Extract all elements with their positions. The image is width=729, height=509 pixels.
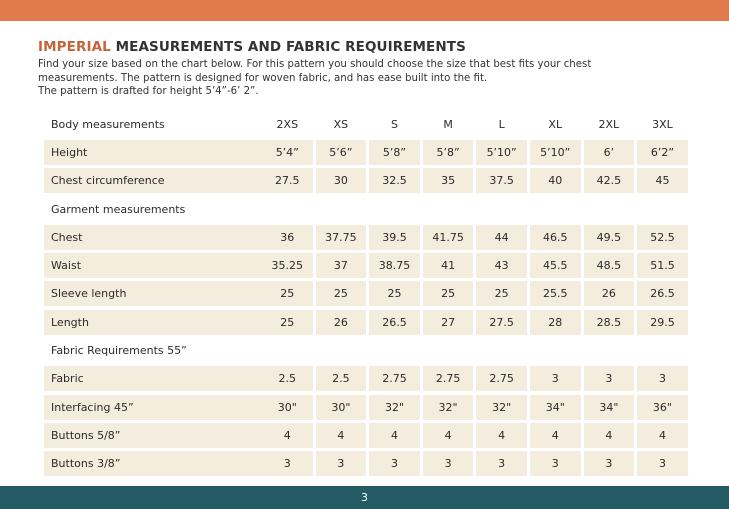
table-cell: 4 (584, 423, 635, 448)
table-cell: 25 (369, 281, 420, 306)
table-cell: 3 (584, 366, 635, 391)
table-cell: 37.75 (316, 225, 367, 250)
table-cell: 29.5 (637, 310, 688, 335)
table-cell: 30" (262, 395, 313, 420)
title-rest: MEASUREMENTS AND FABRIC REQUIREMENTS (110, 39, 466, 55)
title-accent: IMPERIAL (38, 39, 111, 55)
table-cell: 46.5 (530, 225, 581, 250)
intro-text (38, 58, 698, 99)
footer-bar (0, 486, 729, 509)
table-cell: 6’2” (637, 140, 688, 165)
intro-line-3: The pattern is drafted for height 5’4”-6’ 2”. (38, 86, 259, 98)
size-header: L (498, 117, 505, 131)
table-cell: 2.5 (316, 366, 367, 391)
size-header: 3XL (652, 117, 673, 131)
table-row (44, 251, 691, 279)
table-cell: 3 (530, 451, 581, 476)
table-cell: 2.75 (369, 366, 420, 391)
intro-line-1: Find your size based on the chart below. For this pattern you should choose the size that best fits your chest (38, 59, 592, 70)
table-cell: 2.75 (476, 366, 527, 391)
table-row (44, 365, 691, 393)
row-label: Buttons 3/8” (44, 451, 262, 476)
table-cell: 32.5 (369, 168, 420, 193)
section-header-row (44, 195, 691, 223)
table-cell: 26.5 (369, 310, 420, 335)
top-accent-bar (0, 0, 729, 21)
table-cell: 3 (530, 366, 581, 391)
table-cell: 27.5 (262, 168, 313, 193)
table-cell: 30" (316, 395, 367, 420)
row-label: Buttons 5/8” (44, 423, 262, 448)
table-cell: 35 (423, 168, 474, 193)
table-cell: 3 (369, 451, 420, 476)
row-label: Chest circumference (44, 168, 262, 193)
table-cell: 3 (476, 451, 527, 476)
table-cell: 48.5 (584, 253, 635, 278)
row-label: Length (44, 310, 262, 335)
table-cell: 25 (262, 281, 313, 306)
row-label: Fabric (44, 366, 262, 391)
table-cell: 2.5 (262, 366, 313, 391)
section-heading: Fabric Requirements 55” (51, 344, 187, 358)
table-cell: 5’8” (369, 140, 420, 165)
table-cell: 32" (476, 395, 527, 420)
table-cell: 3 (423, 451, 474, 476)
table-cell: 34" (584, 395, 635, 420)
row-label: Interfacing 45” (44, 395, 262, 420)
table-cell: 41.75 (423, 225, 474, 250)
table-cell: 49.5 (584, 225, 635, 250)
table-cell: 45.5 (530, 253, 581, 278)
table-cell: 3 (262, 451, 313, 476)
table-cell: 26.5 (637, 281, 688, 306)
table-cell: 25 (262, 310, 313, 335)
table-cell: 43 (476, 253, 527, 278)
intro-line-2: measurements. The pattern is designed for woven fabric, and has ease built into the fit. (38, 72, 488, 84)
table-cell: 36" (637, 395, 688, 420)
table-cell: 5’10” (476, 140, 527, 165)
table-cell: 25 (316, 281, 367, 306)
table-cell: 45 (637, 168, 688, 193)
table-cell: 3 (316, 451, 367, 476)
table-cell: 28.5 (584, 310, 635, 335)
table-row (44, 308, 691, 336)
table-cell: 35.25 (262, 253, 313, 278)
row-label: Chest (44, 225, 262, 250)
size-header: S (390, 117, 398, 131)
table-cell: 25.5 (530, 281, 581, 306)
table-cell: 4 (530, 423, 581, 448)
size-chart-table (44, 110, 691, 478)
table-cell: 44 (476, 225, 527, 250)
table-cell: 4 (423, 423, 474, 448)
table-cell: 37 (316, 253, 367, 278)
table-cell: 5’4” (262, 140, 313, 165)
row-label: Waist (44, 253, 262, 278)
table-cell: 5’8” (423, 140, 474, 165)
section-heading: Body measurements (51, 117, 165, 131)
table-cell: 34" (530, 395, 581, 420)
table-cell: 38.75 (369, 253, 420, 278)
table-cell: 25 (423, 281, 474, 306)
table-cell: 27.5 (476, 310, 527, 335)
table-cell: 52.5 (637, 225, 688, 250)
table-row (44, 167, 691, 195)
table-cell: 36 (262, 225, 313, 250)
table-cell: 27 (423, 310, 474, 335)
table-cell: 39.5 (369, 225, 420, 250)
table-cell: 4 (316, 423, 367, 448)
table-cell: 5’10” (530, 140, 581, 165)
table-cell: 26 (316, 310, 367, 335)
table-row (44, 138, 691, 166)
table-cell: 6’ (584, 140, 635, 165)
size-header: 2XL (598, 117, 620, 131)
page-title (38, 39, 466, 55)
table-cell: 3 (584, 451, 635, 476)
table-cell: 4 (262, 423, 313, 448)
table-cell: 26 (584, 281, 635, 306)
table-cell: 32" (369, 395, 420, 420)
table-cell: 4 (637, 423, 688, 448)
table-cell: 3 (637, 451, 688, 476)
table-row (44, 421, 691, 449)
table-cell: 51.5 (637, 253, 688, 278)
row-label: Height (44, 140, 262, 165)
table-row (44, 393, 691, 421)
table-cell: 32" (423, 395, 474, 420)
table-cell: 25 (476, 281, 527, 306)
section-header-row (44, 110, 691, 138)
table-row (44, 280, 691, 308)
table-cell: 4 (476, 423, 527, 448)
size-header: M (443, 117, 453, 131)
table-cell: 3 (637, 366, 688, 391)
size-header: XS (333, 117, 349, 131)
section-heading: Garment measurements (51, 202, 186, 216)
table-cell: 2.75 (423, 366, 474, 391)
table-cell: 4 (369, 423, 420, 448)
table-cell: 5’6” (316, 140, 367, 165)
table-cell: 37.5 (476, 168, 527, 193)
table-cell: 41 (423, 253, 474, 278)
size-header: XL (548, 117, 563, 131)
table-row (44, 223, 691, 251)
table-row (44, 450, 691, 478)
page-number: 3 (361, 491, 368, 504)
table-cell: 30 (316, 168, 367, 193)
size-header: 2XS (276, 117, 299, 131)
table-cell: 42.5 (584, 168, 635, 193)
section-header-row (44, 336, 691, 364)
table-cell: 28 (530, 310, 581, 335)
row-label: Sleeve length (44, 281, 262, 306)
table-cell: 40 (530, 168, 581, 193)
